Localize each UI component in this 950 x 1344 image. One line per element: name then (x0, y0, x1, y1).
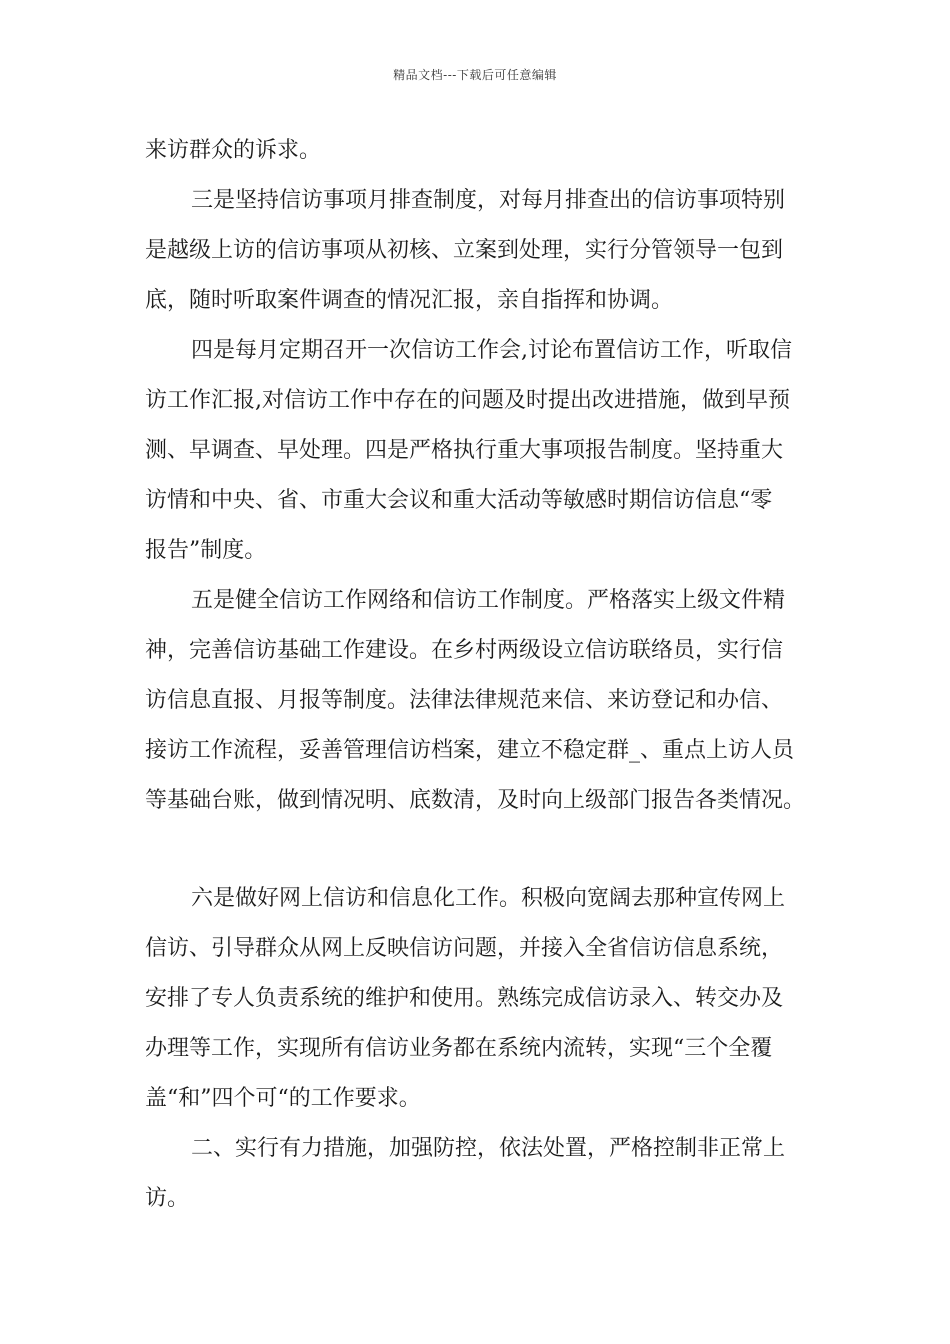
paragraph-6 (145, 1124, 825, 1224)
paragraph-line: 底，随时听取案件调查的情况汇报，亲自指挥和协调。 (145, 288, 674, 313)
paragraph-line: 三是坚持信访事项月排查制度，对每月排查出的信访事项特别 (191, 188, 786, 213)
paragraph-line: 办理等工作，实现所有信访业务都在系统内流转，实现“三个全覆 (145, 1036, 773, 1061)
paragraph-line: 报告”制度。 (145, 538, 267, 563)
page-header: 精品文档---下载后可任意编辑 (393, 68, 557, 82)
paragraph-line: 六是做好网上信访和信息化工作。积极向宽阔去那种宣传网上 (191, 886, 786, 911)
paragraph-line: 访信息直报、月报等制度。法律法律规范来信、来访登记和办信、 (145, 688, 784, 713)
paragraph-line: 访。 (145, 1186, 190, 1211)
paragraph-line: 二、实行有力措施，加强防控，依法处置，严格控制非正常上 (191, 1136, 786, 1161)
paragraph-line: 是越级上访的信访事项从初核、立案到处理，实行分管领导一包到 (145, 238, 784, 263)
paragraph-line: 访工作汇报,对信访工作中存在的问题及时提出改进措施，做到早预 (145, 388, 790, 413)
paragraph-3 (145, 326, 825, 576)
paragraph-line: 安排了专人负责系统的维护和使用。熟练完成信访录入、转交办及 (145, 986, 784, 1011)
paragraph-line: 盖“和”四个可“的工作要求。 (145, 1086, 421, 1111)
paragraph-5 (145, 874, 825, 1124)
paragraph-line: 四是每月定期召开一次信访工作会,讨论布置信访工作，听取信 (191, 338, 792, 363)
paragraph-line: 访情和中央、省、市重大会议和重大活动等敏感时期信访信息“零 (145, 488, 773, 513)
paragraph-spacer (145, 826, 825, 874)
paragraph-line: 神，完善信访基础工作建设。在乡村两级设立信访联络员，实行信 (145, 638, 784, 663)
paragraph-line: 接访工作流程，妥善管理信访档案，建立不稳定群_、重点上访人员 (145, 738, 795, 763)
paragraph-1 (145, 126, 825, 176)
paragraph-line: 测、早调查、早处理。四是严格执行重大事项报告制度。坚持重大 (145, 438, 784, 463)
paragraph-line: 信访、引导群众从网上反映信访问题，并接入全省信访信息系统， (145, 936, 784, 961)
paragraph-line: 等基础台账，做到情况明、底数清，及时向上级部门报告各类情况。 (145, 788, 806, 813)
paragraph-line: 五是健全信访工作网络和信访工作制度。严格落实上级文件精 (191, 588, 786, 613)
paragraph-2 (145, 176, 825, 326)
paragraph-4 (145, 576, 825, 826)
document-body (145, 126, 825, 1224)
paragraph-line: 来访群众的诉求。 (145, 138, 322, 163)
